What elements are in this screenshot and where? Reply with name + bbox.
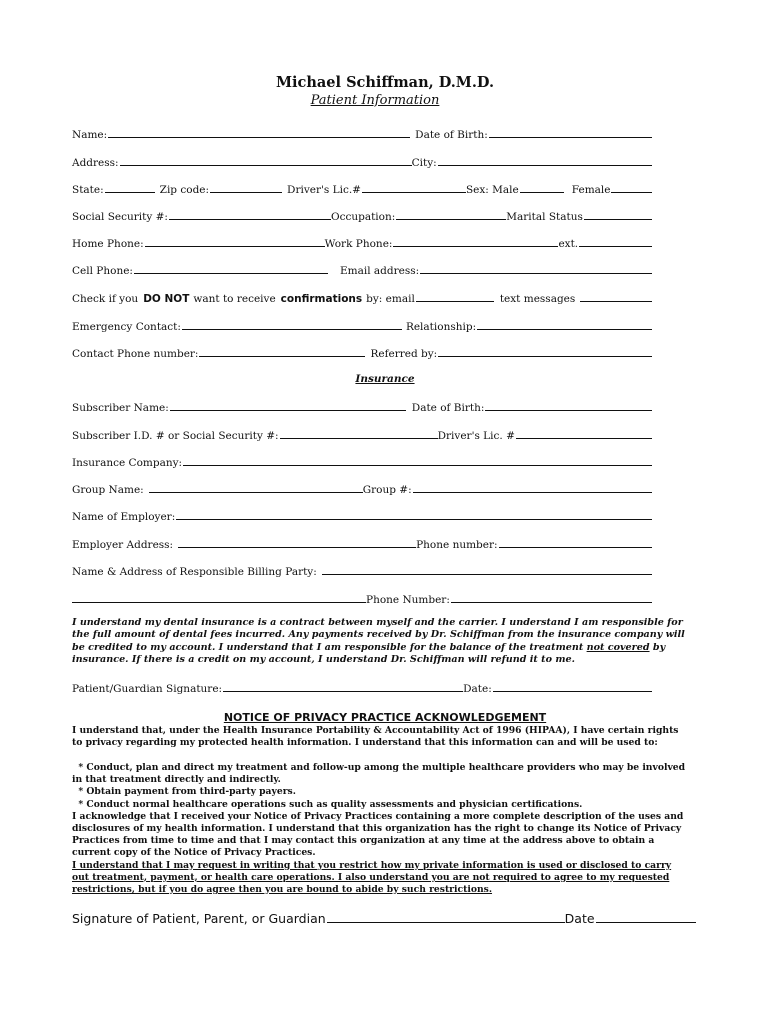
work-phone-label: Work Phone: <box>324 238 393 250</box>
notice-line: disclosures of my health information. I understand that this organization has the right to change its Notice of Privacy <box>72 823 682 835</box>
patient-signature-row <box>72 679 652 695</box>
confirm-word: confirmations <box>280 293 363 305</box>
name-field[interactable] <box>108 137 410 138</box>
referred-by-label: Referred by: <box>370 348 438 360</box>
billing-party-field[interactable] <box>322 574 652 575</box>
subscriber-id-field[interactable] <box>280 438 438 439</box>
notice-line: to privacy regarding my protected health information. I understand that this information can and will be used to: <box>72 737 658 749</box>
patient-signature-date-label: Date: <box>463 683 492 695</box>
marital-status-label: Marital Status <box>506 211 583 223</box>
agreement-line: I understand my dental insurance is a contract between myself and the carrier. I understand I am responsible for <box>72 617 683 628</box>
insurance-company-field[interactable] <box>183 465 652 466</box>
dob-field[interactable] <box>489 137 652 138</box>
notice-line: Practices from time to time and that I may contact this organization at any time at the address above to obtain a <box>72 835 655 847</box>
dob-label: Date of Birth: <box>415 129 488 141</box>
subscriber-dob-field[interactable] <box>485 410 652 411</box>
state-field[interactable] <box>105 192 155 193</box>
notice-line: I understand that I may request in writing that you restrict how my private information is used or disclosed to carry <box>72 859 672 871</box>
employer-row <box>72 507 652 523</box>
group-number-label: Group #: <box>362 484 412 496</box>
confirm-text-1: Check if you <box>72 293 139 305</box>
subscriber-drivers-lic-field[interactable] <box>516 438 652 439</box>
notice-line: * Obtain payment from third-party payers. <box>72 786 296 798</box>
subscriber-name-field[interactable] <box>170 410 406 411</box>
ssn-field[interactable] <box>169 219 331 220</box>
guardian-date-field[interactable] <box>596 922 696 923</box>
patient-signature-label: Patient/Guardian Signature: <box>72 683 223 695</box>
privacy-intro <box>72 725 712 749</box>
practice-name: Michael Schiffman, D.M.D. <box>275 74 495 91</box>
relationship-label: Relationship: <box>405 321 477 333</box>
subscriber-id-row <box>72 426 652 442</box>
emergency-row <box>72 317 652 333</box>
billing-party-label: Name & Address of Responsible Billing Party: <box>72 566 317 578</box>
guardian-date-label: Date <box>564 911 595 926</box>
notice-line: restrictions, but if you do agree then you are bound to abide by such restrictions. <box>72 884 493 896</box>
group-name-label: Group Name: <box>72 484 144 496</box>
notice-line: * Conduct normal healthcare operations such as quality assessments and physician certifications. <box>72 798 583 810</box>
notice-line: * Conduct, plan and direct my treatment and follow-up among the multiple healthcare providers who may be involved <box>72 762 686 773</box>
billing-party-row <box>72 562 652 578</box>
billing-phone-label: Phone Number: <box>366 594 450 606</box>
subscriber-drivers-lic-label: Driver's Lic. # <box>437 430 515 442</box>
group-row <box>72 480 652 496</box>
address-field[interactable] <box>120 165 412 166</box>
subscriber-id-label: Subscriber I.D. # or Social Security #: <box>72 430 279 442</box>
work-phone-field[interactable] <box>393 246 558 247</box>
state-row <box>72 180 652 196</box>
city-label: City: <box>411 157 437 169</box>
emergency-contact-field[interactable] <box>182 329 402 330</box>
insurance-heading: Insurance <box>355 373 415 385</box>
not-covered-text: not covered <box>586 641 650 653</box>
guardian-signature-label: Signature of Patient, Parent, or Guardian <box>72 911 326 926</box>
billing-address-field[interactable] <box>72 602 366 603</box>
confirm-text-2: want to receive <box>193 293 276 305</box>
insurance-company-label: Insurance Company: <box>72 457 183 469</box>
cell-phone-label: Cell Phone: <box>72 265 133 277</box>
state-label: State: <box>72 184 104 196</box>
group-number-field[interactable] <box>413 492 652 493</box>
employer-address-row <box>72 535 652 551</box>
emergency-contact-label: Emergency Contact: <box>72 321 181 333</box>
zip-field[interactable] <box>210 192 282 193</box>
drivers-lic-field[interactable] <box>362 192 466 193</box>
email-field[interactable] <box>420 273 652 274</box>
contact-phone-label: Contact Phone number: <box>72 348 199 360</box>
patient-signature-date-field[interactable] <box>493 691 652 692</box>
occupation-label: Occupation: <box>330 211 396 223</box>
cell-phone-field[interactable] <box>134 273 328 274</box>
sex-female-field[interactable] <box>611 192 652 193</box>
insurance-company-row <box>72 453 652 469</box>
name-row <box>72 125 652 141</box>
guardian-signature-row <box>72 908 696 926</box>
cell-row <box>72 261 652 277</box>
privacy-uses <box>72 762 712 896</box>
occupation-field[interactable] <box>396 219 506 220</box>
employer-name-label: Name of Employer: <box>72 511 176 523</box>
confirm-text-messages-label: text messages <box>499 293 576 305</box>
notice-line: in that treatment directly and indirectly. <box>72 774 281 786</box>
marital-status-field[interactable] <box>584 219 652 220</box>
home-phone-field[interactable] <box>145 246 325 247</box>
agreement-line: insurance. If there is a credit on my account, I understand Dr. Schiffman will refund it to me. <box>72 654 575 666</box>
confirm-do-not: DO NOT <box>143 293 190 305</box>
guardian-signature-field[interactable] <box>327 922 565 923</box>
referred-by-field[interactable] <box>438 356 652 357</box>
sex-female-label: Female <box>571 184 611 196</box>
agreement-line <box>72 642 692 654</box>
agreement-text: by <box>649 641 666 653</box>
patient-signature-field[interactable] <box>223 691 463 692</box>
agreement-line: the full amount of dental fees incurred. Any payments received by Dr. Schiffman from the insurance company will <box>72 629 685 641</box>
employer-name-field[interactable] <box>176 519 652 520</box>
notice-line: I acknowledge that I received your Notice of Privacy Practices containing a more complete description of the uses and <box>72 810 684 822</box>
drivers-lic-label: Driver's Lic.# <box>287 184 361 196</box>
subscriber-name-row <box>72 398 652 414</box>
employer-phone-label: Phone number: <box>416 539 498 551</box>
billing-address-row <box>72 590 652 606</box>
confirm-email-field[interactable] <box>416 301 494 302</box>
city-field[interactable] <box>438 165 652 166</box>
employer-address-label: Employer Address: <box>72 539 174 551</box>
relationship-field[interactable] <box>477 329 652 330</box>
financial-agreement <box>72 617 692 667</box>
phone-row <box>72 234 652 250</box>
ssn-row <box>72 207 652 223</box>
sex-male-field[interactable] <box>520 192 564 193</box>
confirm-text-messages-field[interactable] <box>580 301 652 302</box>
contact-phone-row <box>72 344 652 360</box>
billing-phone-field[interactable] <box>451 602 652 603</box>
sex-male-label: Sex: Male <box>465 184 519 196</box>
address-label: Address: <box>72 157 119 169</box>
notice-line: current copy of the Notice of Privacy Practices. <box>72 847 316 859</box>
contact-phone-field[interactable] <box>199 356 365 357</box>
name-label: Name: <box>72 129 108 141</box>
ssn-label: Social Security #: <box>72 211 168 223</box>
notice-line: I understand that, under the Health Insurance Portability & Accountability Act of 1996 (HIPAA), I have certain rights <box>72 725 679 736</box>
notice-line: out treatment, payment, or health care operations. I also understand you are not required to agree to my requested <box>72 871 670 883</box>
zip-label: Zip code: <box>159 184 210 196</box>
employer-address-field[interactable] <box>178 547 416 548</box>
confirm-email-label: by: email <box>366 293 415 305</box>
subscriber-dob-label: Date of Birth: <box>411 402 485 414</box>
agreement-text: be credited to my account. I understand that I am responsible for the balance of the treatment <box>72 641 587 653</box>
email-label: Email address: <box>339 265 420 277</box>
privacy-notice-title: NOTICE OF PRIVACY PRACTICE ACKNOWLEDGEMENT <box>223 711 547 724</box>
form-subtitle: Patient Information <box>310 93 440 108</box>
confirmations-row <box>72 289 652 305</box>
ext-label: ext. <box>558 238 579 250</box>
subscriber-name-label: Subscriber Name: <box>72 402 169 414</box>
ext-field[interactable] <box>579 246 652 247</box>
address-row <box>72 153 652 169</box>
employer-phone-field[interactable] <box>499 547 652 548</box>
group-name-field[interactable] <box>149 492 363 493</box>
home-phone-label: Home Phone: <box>72 238 144 250</box>
